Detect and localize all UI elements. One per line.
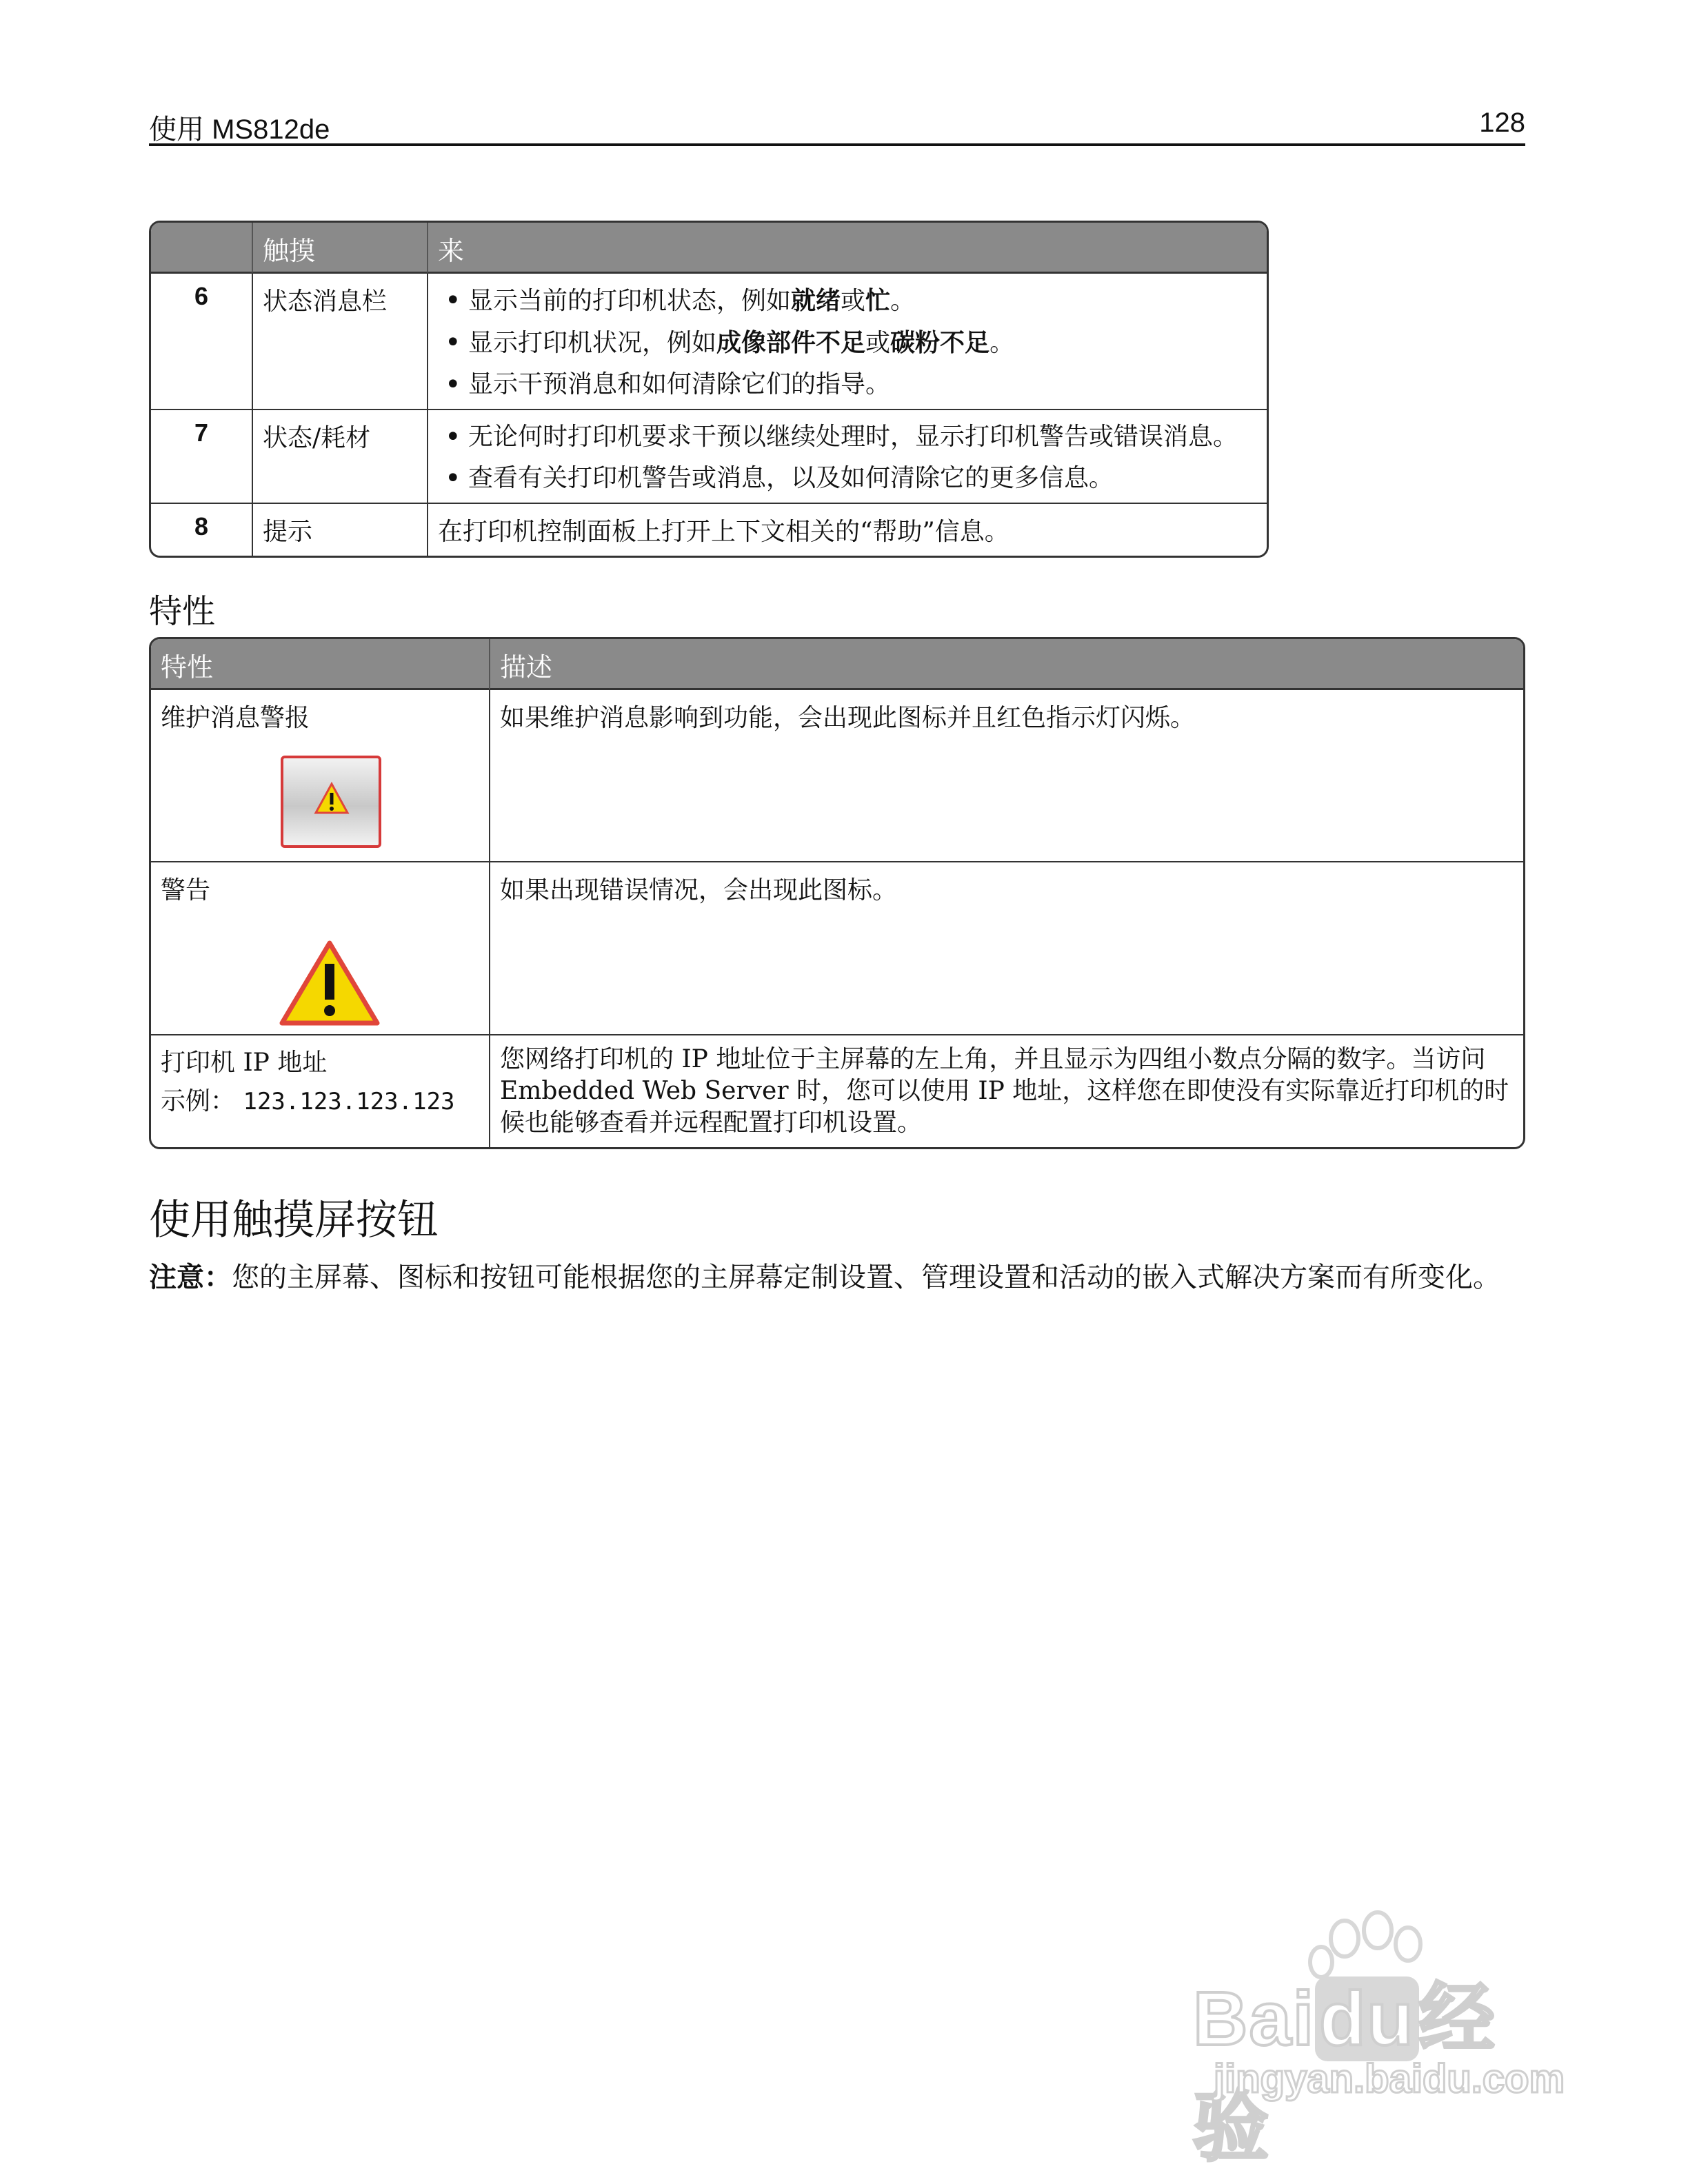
header-title: 使用 MS812de — [149, 114, 330, 145]
list-item: • 显示当前的打印机状态，例如就绪或忙。 — [438, 285, 1257, 317]
list-item: • 查看有关打印机警告或消息，以及如何清除它的更多信息。 — [438, 463, 1257, 494]
row-name: 状态消息栏 — [252, 274, 427, 409]
col-description: 描述 — [489, 639, 1523, 690]
touch-items-table — [149, 221, 1269, 558]
col-feature: 特性 — [151, 639, 489, 690]
row-name: 状态/耗材 — [252, 409, 427, 503]
status-ready: 就绪 — [791, 286, 841, 315]
col-number — [151, 223, 252, 274]
baidu-watermark — [1186, 1903, 1572, 2172]
watermark-url: jingyan.baidu.com — [1214, 2056, 1565, 2101]
table-row — [151, 409, 1267, 503]
status-busy: 忙 — [865, 286, 891, 315]
table-row — [151, 503, 1267, 556]
example-ip-value: 123.123.123.123 — [243, 1088, 455, 1115]
col-to: 来 — [427, 223, 1267, 274]
status-imaging-low: 成像部件不足 — [716, 328, 866, 357]
watermark-brand-du: du — [1315, 1976, 1418, 2061]
example-label: 示例： — [161, 1087, 236, 1115]
table-header-row — [151, 223, 1267, 274]
feature-cell — [151, 1034, 489, 1147]
feature-desc: 如果维护消息影响到功能，会出现此图标并且红色指示灯闪烁。 — [489, 690, 1523, 861]
row-desc: 在打印机控制面板上打开上下文相关的“帮助”信息。 — [427, 503, 1267, 556]
features-table — [149, 637, 1525, 1149]
feature-cell — [151, 690, 489, 861]
page-number: 128 — [1479, 108, 1525, 138]
status-toner-low: 碳粉不足 — [890, 328, 990, 357]
row-number: 7 — [151, 409, 252, 503]
table-row — [151, 690, 1523, 861]
row-desc — [427, 274, 1267, 409]
ip-example — [161, 1082, 479, 1121]
col-touch: 触摸 — [252, 223, 427, 274]
features-heading: 特性 — [149, 592, 216, 631]
watermark-brand-cn: 经验 — [1193, 1974, 1496, 2172]
table-header-row — [151, 639, 1523, 690]
row-number: 6 — [194, 282, 209, 310]
list-item: • 无论何时打印机要求干预以继续处理时，显示打印机警告或错误消息。 — [438, 421, 1257, 453]
feature-name: 打印机 IP 地址 — [161, 1049, 328, 1077]
row-desc — [427, 409, 1267, 503]
feature-desc: 如果出现错误情况，会出现此图标。 — [489, 861, 1523, 1034]
note-label: 注意： — [149, 1261, 232, 1293]
note-text: 您的主屏幕、图标和按钮可能根据您的主屏幕定制设置、管理设置和活动的嵌入式解决方案而有所变化。 — [232, 1262, 1500, 1293]
feature-desc: 您网络打印机的 IP 地址位于主屏幕的左上角，并且显示为四组小数点分隔的数字。当访问 Embedded Web Server 时，您可以使用 IP 地址，这样您在即使没有实际靠近打印机的时候也能够查看并远程配置打印机设置。 — [489, 1034, 1523, 1147]
touch-buttons-heading: 使用触摸屏按钮 — [149, 1196, 439, 1244]
maintenance-alert-icon — [281, 756, 381, 848]
row-name: 提示 — [252, 503, 427, 556]
list-item: • 显示打印机状况，例如成像部件不足或碳粉不足。 — [438, 327, 1257, 359]
feature-name: 维护消息警报 — [161, 704, 310, 732]
note-paragraph — [149, 1259, 1525, 1296]
warning-icon — [279, 940, 380, 1026]
list-item: • 显示干预消息和如何清除它们的指导。 — [438, 369, 1257, 401]
row-number: 8 — [151, 503, 252, 556]
table-row — [151, 274, 1267, 409]
feature-name: 警告 — [161, 876, 211, 904]
watermark-brand: Bai — [1193, 1976, 1316, 2061]
page-header — [149, 103, 1525, 146]
table-row — [151, 1034, 1523, 1147]
feature-cell — [151, 861, 489, 1034]
table-row — [151, 861, 1523, 1034]
